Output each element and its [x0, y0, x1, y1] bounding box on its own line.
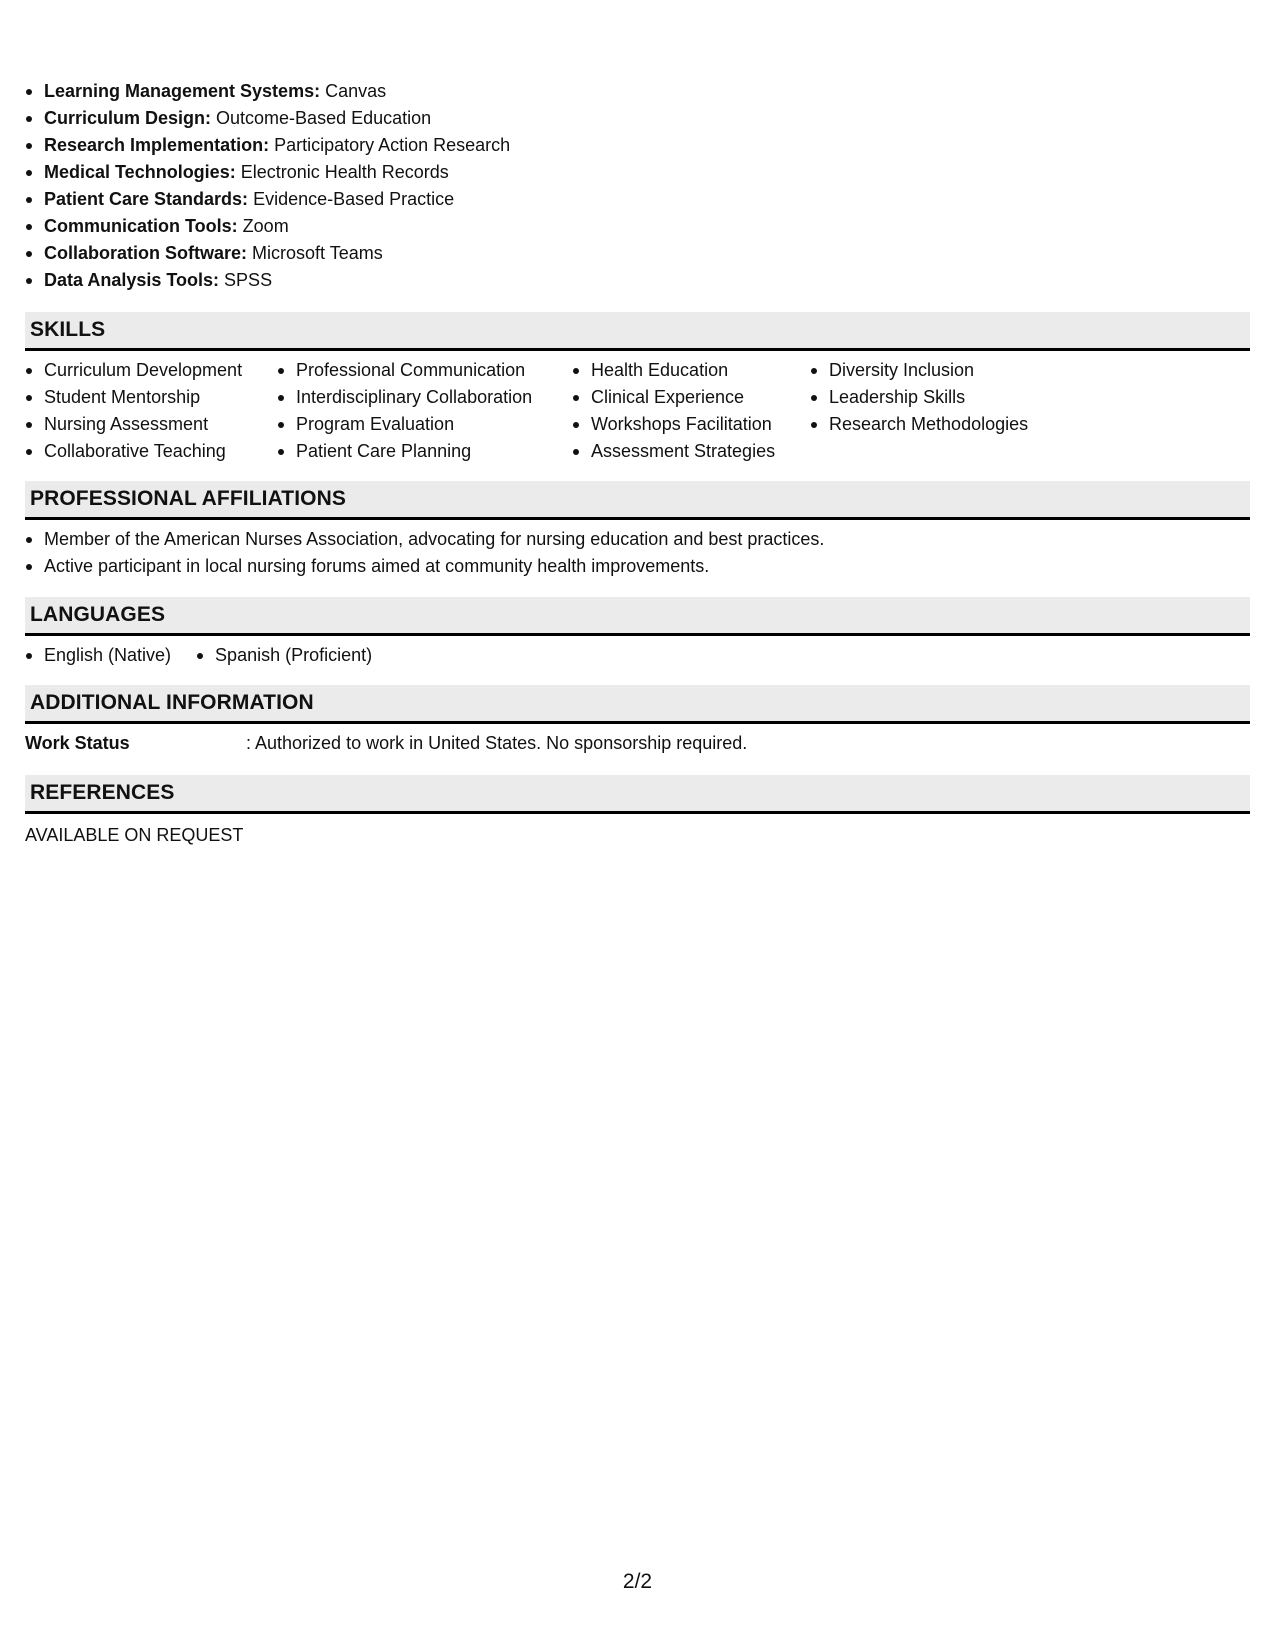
list-item: Spanish (Proficient) [196, 642, 372, 669]
list-item: Clinical Experience [572, 384, 810, 411]
list-item: Communication Tools: Zoom [25, 213, 1250, 240]
work-status-row [25, 730, 1250, 757]
resume-page [25, 78, 1250, 849]
skills-grid [25, 357, 1250, 465]
list-item: Data Analysis Tools: SPSS [25, 267, 1250, 294]
languages-section-title: LANGUAGES [25, 597, 1250, 636]
list-item: Nursing Assessment [25, 411, 277, 438]
list-item: Curriculum Design: Outcome-Based Education [25, 105, 1250, 132]
list-item: Student Mentorship [25, 384, 277, 411]
list-item: Research Methodologies [810, 411, 1070, 438]
list-item: Diversity Inclusion [810, 357, 1070, 384]
list-item: English (Native) [25, 642, 171, 669]
affiliations-section-title: PROFESSIONAL AFFILIATIONS [25, 481, 1250, 520]
list-item: Collaborative Teaching [25, 438, 277, 465]
list-item: Assessment Strategies [572, 438, 810, 465]
work-status-value: : Authorized to work in United States. No sponsorship required. [246, 733, 748, 753]
list-item: Health Education [572, 357, 810, 384]
additional-info-section-title: ADDITIONAL INFORMATION [25, 685, 1250, 724]
affiliations-list [25, 526, 1250, 580]
list-item: Professional Communication [277, 357, 572, 384]
list-item: Leadership Skills [810, 384, 1070, 411]
languages-list [25, 642, 1250, 669]
list-item: Workshops Facilitation [572, 411, 810, 438]
list-item: Collaboration Software: Microsoft Teams [25, 240, 1250, 267]
list-item: Active participant in local nursing forums aimed at community health improvements. [25, 553, 1250, 580]
skills-column [277, 357, 572, 465]
skills-section-title: SKILLS [25, 312, 1250, 351]
work-status-label: Work Status [25, 733, 130, 753]
list-item: Curriculum Development [25, 357, 277, 384]
skills-column [810, 357, 1070, 465]
page-number: 2/2 [622, 1570, 653, 1593]
list-item: Research Implementation: Participatory Action Research [25, 132, 1250, 159]
list-item: Interdisciplinary Collaboration [277, 384, 572, 411]
skills-column [572, 357, 810, 465]
list-item: Member of the American Nurses Association, advocating for nursing education and best practices. [25, 526, 1250, 553]
list-item: Patient Care Standards: Evidence-Based Practice [25, 186, 1250, 213]
skills-column [25, 357, 277, 465]
list-item: Patient Care Planning [277, 438, 572, 465]
list-item: Learning Management Systems: Canvas [25, 78, 1250, 105]
references-section-title: REFERENCES [25, 775, 1250, 814]
technical-skills-list [25, 78, 1250, 294]
list-item: Medical Technologies: Electronic Health Records [25, 159, 1250, 186]
references-text: AVAILABLE ON REQUEST [25, 825, 244, 845]
list-item: Program Evaluation [277, 411, 572, 438]
